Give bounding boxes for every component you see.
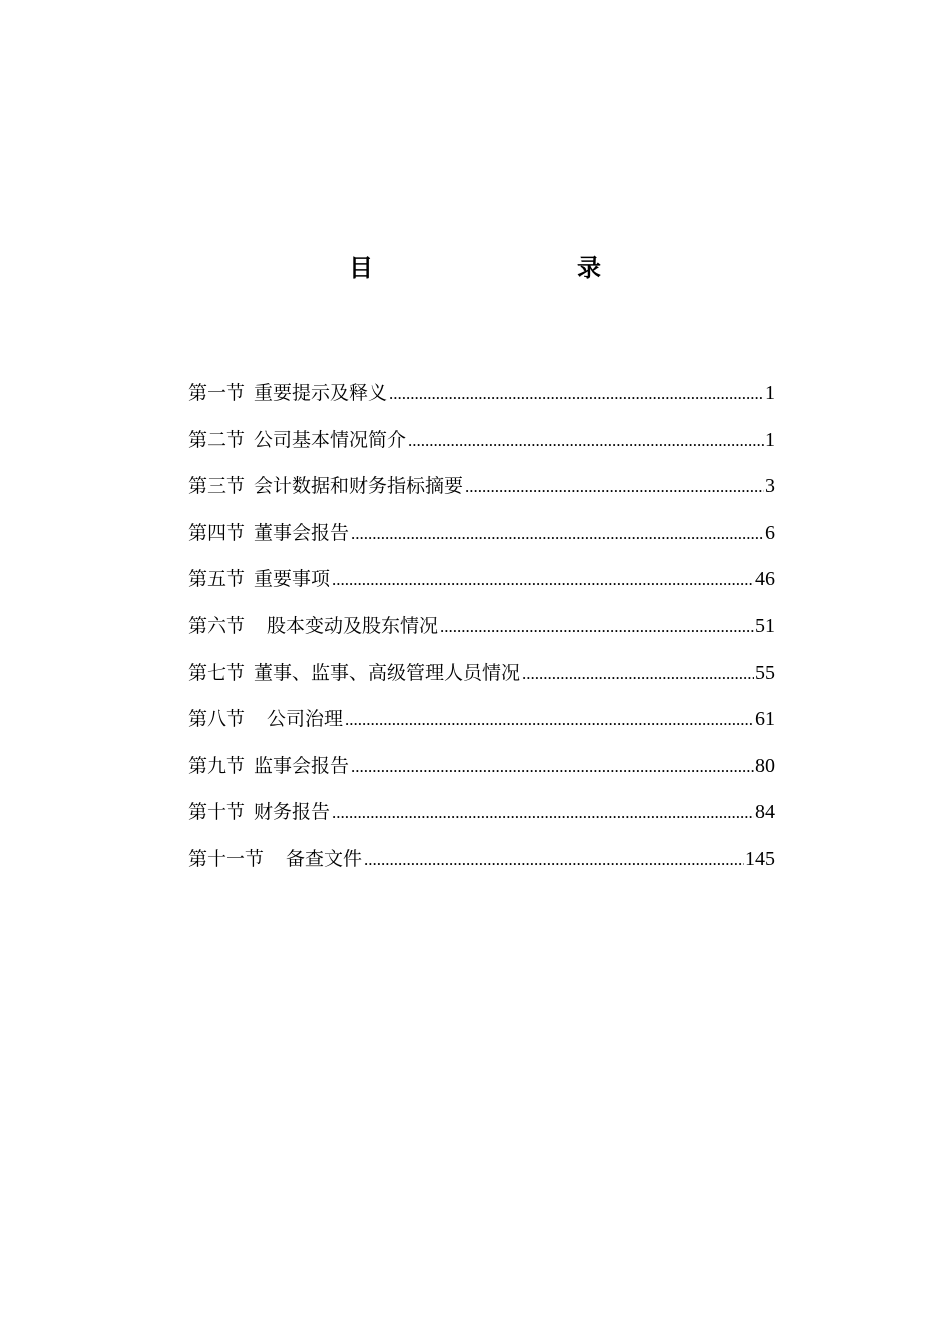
toc-dot-leader [351,515,764,553]
toc-entry[interactable] [188,840,775,887]
toc-section-heading: 公司治理 [267,708,344,731]
toc-section-heading: 备查文件 [286,847,363,870]
toc-section-heading: 会计数据和财务指标摘要 [254,475,464,498]
toc-entry[interactable] [188,793,775,840]
toc-entry[interactable] [188,560,775,607]
toc-section-heading: 董事会报告 [254,521,350,544]
toc-section-number: 第八节 [188,708,246,731]
toc-section-heading: 股本变动及股东情况 [267,614,439,637]
toc-dot-leader [522,655,754,693]
toc-page-number: 1 [765,428,775,451]
toc-section-heading: 公司基本情况简介 [254,428,407,451]
toc-entry[interactable] [188,421,775,468]
toc-entry[interactable] [188,700,775,747]
toc-dot-leader [440,608,754,646]
toc-section-number: 第九节 [188,754,246,777]
toc-page-number: 80 [755,754,775,777]
toc-entry[interactable] [188,467,775,514]
toc-page-number: 3 [765,475,775,498]
toc-entry[interactable] [188,374,775,421]
toc-section-number: 第四节 [188,521,246,544]
toc-section-heading: 监事会报告 [254,754,350,777]
toc-entry[interactable] [188,607,775,654]
toc-page-number: 51 [755,614,775,637]
toc-section-heading: 董事、监事、高级管理人员情况 [254,661,521,684]
toc-section-number: 第十节 [188,801,246,824]
toc-section-number: 第七节 [188,661,246,684]
toc-section-heading: 重要事项 [254,568,331,591]
toc-title: 目 录 [349,254,653,282]
toc-section-number: 第三节 [188,475,246,498]
toc-page-number: 46 [755,568,775,591]
toc-section-number: 第十一节 [188,847,265,870]
toc-section-number: 第一节 [188,382,246,404]
toc-dot-leader [408,422,764,460]
toc-page-number: 55 [755,661,775,684]
toc-page-number: 61 [755,708,775,731]
toc-section-number: 第五节 [188,568,246,591]
toc-page-number: 6 [765,521,775,544]
toc-dot-leader [364,841,744,879]
toc-page-number: 84 [755,801,775,824]
toc-section-heading: 重要提示及释义 [254,382,388,404]
toc-entry[interactable] [188,747,775,794]
toc-section-number: 第二节 [188,428,246,451]
toc-dot-leader [345,701,754,739]
toc-dot-leader [465,468,764,506]
toc-entry[interactable] [188,514,775,561]
toc-page-number: 145 [745,847,775,870]
table-of-contents [188,374,775,887]
toc-dot-leader [332,794,754,832]
toc-dot-leader [351,748,754,786]
toc-section-number: 第六节 [188,614,246,637]
toc-entry[interactable] [188,654,775,701]
toc-dot-leader [332,561,754,599]
toc-dot-leader [389,375,764,413]
toc-page-number: 1 [765,382,775,404]
toc-section-heading: 财务报告 [254,801,331,824]
